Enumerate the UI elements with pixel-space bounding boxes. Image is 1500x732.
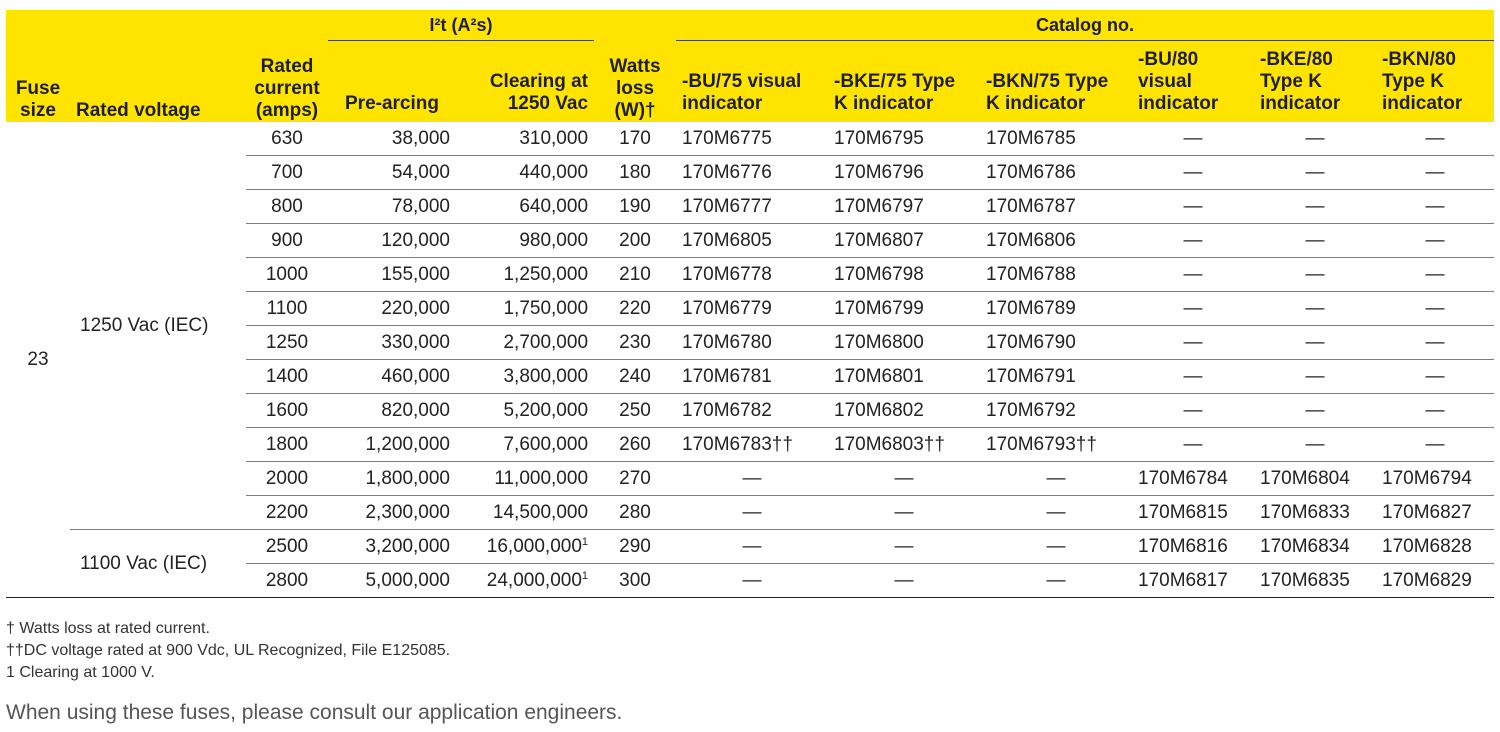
- catalog-bkn80-cell: 170M6827: [1376, 496, 1494, 530]
- catalog-bke80-cell: —: [1254, 326, 1376, 360]
- pre-arcing-cell: 120,000: [328, 224, 456, 258]
- catalog-bke75-cell: 170M6800: [828, 326, 980, 360]
- catalog-bkn75-cell: 170M6791: [980, 360, 1132, 394]
- catalog-bu75-cell: 170M6778: [676, 258, 828, 292]
- pre-arcing-cell: 460,000: [328, 360, 456, 394]
- clearing-value: 5,200,000: [503, 399, 589, 421]
- clearing-cell: [456, 122, 594, 156]
- clearing-value: 1,750,000: [503, 297, 589, 319]
- catalog-bkn80-cell: —: [1376, 190, 1494, 224]
- catalog-bu75-cell: 170M6777: [676, 190, 828, 224]
- catalog-bke80-cell: 170M6834: [1254, 530, 1376, 564]
- fuse-spec-table: [6, 10, 1494, 598]
- pre-arcing-cell: 54,000: [328, 156, 456, 190]
- catalog-bu80-cell: —: [1132, 360, 1254, 394]
- pre-arcing-cell: 220,000: [328, 292, 456, 326]
- clearing-cell: [456, 564, 594, 598]
- catalog-bke80-cell: —: [1254, 156, 1376, 190]
- catalog-bke75-cell: —: [828, 496, 980, 530]
- watts-loss-cell: 250: [594, 394, 676, 428]
- footnotes: [6, 618, 450, 684]
- watts-loss-cell: 260: [594, 428, 676, 462]
- watts-loss-cell: 170: [594, 122, 676, 156]
- catalog-bkn75-cell: 170M6790: [980, 326, 1132, 360]
- clearing-cell: [456, 394, 594, 428]
- catalog-bke80-cell: —: [1254, 224, 1376, 258]
- catalog-bu80-cell: —: [1132, 258, 1254, 292]
- clearing-value: 640,000: [519, 195, 589, 217]
- catalog-bkn80-cell: —: [1376, 224, 1494, 258]
- catalog-bke80-cell: —: [1254, 292, 1376, 326]
- catalog-bkn80-cell: —: [1376, 122, 1494, 156]
- catalog-bkn75-cell: 170M6789: [980, 292, 1132, 326]
- clearing-value: 310,000: [519, 127, 589, 149]
- catalog-bu75-cell: —: [676, 530, 828, 564]
- footnote-dc: ††DC voltage rated at 900 Vdc, UL Recognized, File E125085.: [6, 642, 451, 659]
- catalog-bkn80-cell: —: [1376, 394, 1494, 428]
- catalog-bke75-cell: 170M6795: [828, 122, 980, 156]
- col-bke80: -BKE/80 Type K indicator: [1260, 49, 1341, 114]
- rated-current-cell: 2000: [246, 462, 328, 496]
- catalog-bke75-cell: —: [828, 564, 980, 598]
- catalog-bke75-cell: 170M6799: [828, 292, 980, 326]
- table-header: [6, 10, 1494, 122]
- col-clearing: Clearing at 1250 Vac: [489, 71, 589, 114]
- catalog-bkn80-cell: —: [1376, 360, 1494, 394]
- catalog-bu75-cell: 170M6805: [676, 224, 828, 258]
- col-group-i2t: I²t (A²s): [328, 10, 594, 41]
- catalog-bkn75-cell: 170M6787: [980, 190, 1132, 224]
- col-group-catalog: Catalog no.: [676, 10, 1494, 41]
- rated-current-cell: 2800: [246, 564, 328, 598]
- col-bkn75: -BKN/75 Type K indicator: [986, 71, 1109, 114]
- catalog-bke75-cell: —: [828, 462, 980, 496]
- clearing-cell: [456, 360, 594, 394]
- catalog-bu80-cell: —: [1132, 122, 1254, 156]
- catalog-bke80-cell: —: [1254, 122, 1376, 156]
- rated-current-cell: 1100: [246, 292, 328, 326]
- catalog-bu75-cell: —: [676, 564, 828, 598]
- rated-current-cell: 1800: [246, 428, 328, 462]
- col-watts-loss: Watts loss (W)†: [609, 56, 661, 121]
- catalog-bu75-cell: 170M6783††: [676, 428, 828, 462]
- catalog-bkn80-cell: 170M6829: [1376, 564, 1494, 598]
- watts-loss-cell: 230: [594, 326, 676, 360]
- rated-current-cell: 1400: [246, 360, 328, 394]
- catalog-bkn80-cell: —: [1376, 428, 1494, 462]
- catalog-bu75-cell: 170M6782: [676, 394, 828, 428]
- clearing-cell: [456, 326, 594, 360]
- pre-arcing-cell: 38,000: [328, 122, 456, 156]
- clearing-value: 980,000: [519, 229, 589, 251]
- table-row: [6, 122, 1494, 156]
- col-bu80: -BU/80 visual indicator: [1138, 49, 1219, 114]
- rated-voltage-cell: 1250 Vac (IEC): [70, 122, 246, 530]
- rated-voltage-cell: 1100 Vac (IEC): [70, 530, 246, 598]
- catalog-bke75-cell: 170M6798: [828, 258, 980, 292]
- table-body: [6, 122, 1494, 598]
- clearing-cell: [456, 292, 594, 326]
- rated-current-cell: 630: [246, 122, 328, 156]
- clearing-cell: [456, 190, 594, 224]
- footnote-clearing: 1 Clearing at 1000 V.: [6, 664, 155, 681]
- catalog-bke80-cell: 170M6804: [1254, 462, 1376, 496]
- col-bkn80: -BKN/80 Type K indicator: [1382, 49, 1463, 114]
- clearing-footnote-mark: 1: [581, 569, 589, 582]
- catalog-bkn80-cell: —: [1376, 156, 1494, 190]
- catalog-bu80-cell: —: [1132, 156, 1254, 190]
- catalog-bke75-cell: 170M6803††: [828, 428, 980, 462]
- pre-arcing-cell: 155,000: [328, 258, 456, 292]
- catalog-bke75-cell: 170M6796: [828, 156, 980, 190]
- catalog-bke75-cell: 170M6802: [828, 394, 980, 428]
- watts-loss-cell: 270: [594, 462, 676, 496]
- rated-current-cell: 2500: [246, 530, 328, 564]
- catalog-bu80-cell: —: [1132, 326, 1254, 360]
- catalog-bkn80-cell: —: [1376, 326, 1494, 360]
- rated-current-cell: 900: [246, 224, 328, 258]
- catalog-bkn75-cell: —: [980, 496, 1132, 530]
- footnote-watts: † Watts loss at rated current.: [6, 620, 210, 637]
- catalog-bu80-cell: 170M6816: [1132, 530, 1254, 564]
- pre-arcing-cell: 820,000: [328, 394, 456, 428]
- catalog-bkn75-cell: 170M6806: [980, 224, 1132, 258]
- catalog-bu75-cell: 170M6781: [676, 360, 828, 394]
- watts-loss-cell: 300: [594, 564, 676, 598]
- catalog-bu75-cell: —: [676, 496, 828, 530]
- pre-arcing-cell: 5,000,000: [328, 564, 456, 598]
- consult-note: When using these fuses, please consult our application engineers.: [6, 701, 623, 724]
- catalog-bke75-cell: —: [828, 530, 980, 564]
- pre-arcing-cell: 2,300,000: [328, 496, 456, 530]
- pre-arcing-cell: 1,800,000: [328, 462, 456, 496]
- catalog-bkn80-cell: 170M6794: [1376, 462, 1494, 496]
- clearing-value: 3,800,000: [503, 365, 589, 387]
- catalog-bkn75-cell: 170M6793††: [980, 428, 1132, 462]
- catalog-bke80-cell: —: [1254, 258, 1376, 292]
- watts-loss-cell: 280: [594, 496, 676, 530]
- catalog-bke75-cell: 170M6801: [828, 360, 980, 394]
- watts-loss-cell: 210: [594, 258, 676, 292]
- col-bu75: -BU/75 visual indicator: [682, 71, 802, 114]
- catalog-bu75-cell: 170M6775: [676, 122, 828, 156]
- catalog-bke80-cell: —: [1254, 428, 1376, 462]
- rated-current-cell: 700: [246, 156, 328, 190]
- catalog-bu75-cell: 170M6779: [676, 292, 828, 326]
- catalog-bu80-cell: —: [1132, 428, 1254, 462]
- watts-loss-cell: 240: [594, 360, 676, 394]
- catalog-bu80-cell: 170M6815: [1132, 496, 1254, 530]
- catalog-bkn75-cell: 170M6785: [980, 122, 1132, 156]
- pre-arcing-cell: 1,200,000: [328, 428, 456, 462]
- clearing-value: 2,700,000: [503, 331, 589, 353]
- catalog-bu80-cell: 170M6784: [1132, 462, 1254, 496]
- clearing-cell: [456, 258, 594, 292]
- catalog-bke80-cell: —: [1254, 190, 1376, 224]
- rated-current-cell: 1600: [246, 394, 328, 428]
- catalog-bu75-cell: —: [676, 462, 828, 496]
- clearing-cell: [456, 428, 594, 462]
- watts-loss-cell: 190: [594, 190, 676, 224]
- rated-current-cell: 1000: [246, 258, 328, 292]
- watts-loss-cell: 200: [594, 224, 676, 258]
- col-pre-arcing: Pre-arcing: [345, 93, 439, 114]
- catalog-bkn75-cell: —: [980, 530, 1132, 564]
- clearing-footnote-mark: 1: [581, 535, 589, 548]
- rated-current-cell: 1250: [246, 326, 328, 360]
- catalog-bkn75-cell: —: [980, 462, 1132, 496]
- col-rated-voltage: Rated voltage: [76, 100, 201, 121]
- catalog-bkn80-cell: —: [1376, 258, 1494, 292]
- clearing-value: 7,600,000: [503, 433, 589, 455]
- watts-loss-cell: 290: [594, 530, 676, 564]
- fuse-size-cell: 23: [6, 122, 70, 598]
- clearing-cell: [456, 156, 594, 190]
- clearing-value: 16,000,000: [486, 535, 582, 557]
- pre-arcing-cell: 330,000: [328, 326, 456, 360]
- pre-arcing-cell: 3,200,000: [328, 530, 456, 564]
- col-rated-current: Rated current (amps): [254, 56, 320, 121]
- catalog-bkn75-cell: 170M6788: [980, 258, 1132, 292]
- clearing-value: 24,000,000: [486, 569, 582, 591]
- clearing-value: 14,500,000: [492, 501, 589, 523]
- table-row: [6, 530, 1494, 564]
- catalog-bu75-cell: 170M6776: [676, 156, 828, 190]
- catalog-bu75-cell: 170M6780: [676, 326, 828, 360]
- catalog-bu80-cell: —: [1132, 190, 1254, 224]
- catalog-bke80-cell: —: [1254, 360, 1376, 394]
- clearing-cell: [456, 224, 594, 258]
- catalog-bke80-cell: 170M6835: [1254, 564, 1376, 598]
- catalog-bke75-cell: 170M6797: [828, 190, 980, 224]
- clearing-value: 11,000,000: [494, 467, 589, 489]
- catalog-bkn75-cell: 170M6792: [980, 394, 1132, 428]
- watts-loss-cell: 180: [594, 156, 676, 190]
- catalog-bke75-cell: 170M6807: [828, 224, 980, 258]
- catalog-bu80-cell: 170M6817: [1132, 564, 1254, 598]
- watts-loss-cell: 220: [594, 292, 676, 326]
- catalog-bu80-cell: —: [1132, 224, 1254, 258]
- col-fuse-size: Fuse size: [15, 78, 61, 121]
- catalog-bkn75-cell: —: [980, 564, 1132, 598]
- pre-arcing-cell: 78,000: [328, 190, 456, 224]
- catalog-bkn75-cell: 170M6786: [980, 156, 1132, 190]
- clearing-cell: [456, 462, 594, 496]
- clearing-value: 1,250,000: [503, 263, 589, 285]
- col-bke75: -BKE/75 Type K indicator: [834, 71, 956, 114]
- rated-current-cell: 800: [246, 190, 328, 224]
- catalog-bkn80-cell: —: [1376, 292, 1494, 326]
- clearing-value: 440,000: [519, 161, 589, 183]
- catalog-bke80-cell: —: [1254, 394, 1376, 428]
- clearing-cell: [456, 530, 594, 564]
- catalog-bu80-cell: —: [1132, 292, 1254, 326]
- rated-current-cell: 2200: [246, 496, 328, 530]
- clearing-cell: [456, 496, 594, 530]
- catalog-bu80-cell: —: [1132, 394, 1254, 428]
- header-row-groups: [6, 10, 1494, 41]
- catalog-bkn80-cell: 170M6828: [1376, 530, 1494, 564]
- catalog-bke80-cell: 170M6833: [1254, 496, 1376, 530]
